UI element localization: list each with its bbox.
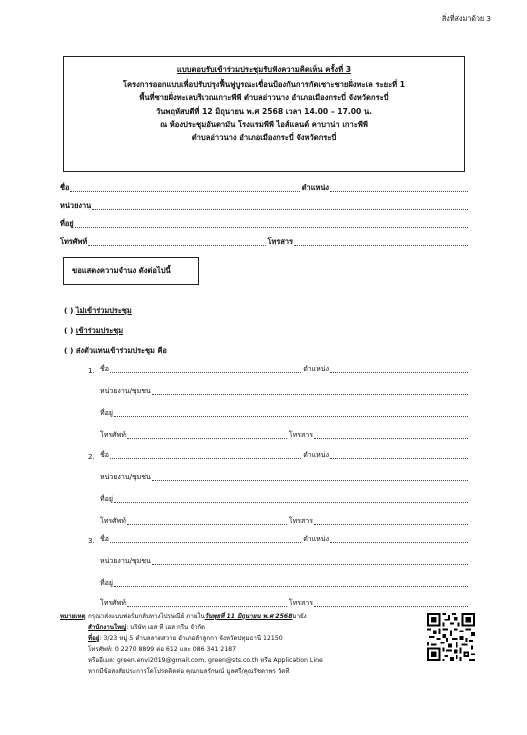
rep-fax-label: โทรสาร (288, 517, 313, 525)
address-field[interactable] (75, 220, 468, 228)
note-deadline: วันพุธที่ 11 มิถุนายน พ.ศ 2568 (204, 613, 293, 620)
option-send-rep-label: ส่งตัวแทนเข้าร่วมประชุม คือ (75, 346, 167, 355)
rep-fax-field[interactable] (314, 599, 468, 607)
rep-position-label: ตำแหน่ง (303, 535, 329, 543)
option-attend[interactable] (64, 325, 123, 337)
checkbox-bracket[interactable]: ( ) (64, 326, 74, 335)
rep-2-name-row (88, 450, 470, 461)
venue-line-1: ณ ห้องประชุมอันดามัน โรงแรมพีพี ไอส์แลนด์ คาบาน่า เกาะพีพี (160, 119, 368, 129)
rep-2-address-row (88, 494, 470, 505)
rep-phone-label: โทรศัพท์ (100, 431, 126, 439)
office-label: สำนักงานใหญ่ (88, 624, 127, 632)
name-position-row (60, 183, 470, 194)
qr-code-icon (427, 613, 475, 661)
rep-fax-field[interactable] (314, 431, 468, 439)
rep-3-address-row (88, 578, 470, 589)
phone-fax-row (60, 237, 470, 248)
rep-phone-label: โทรศัพท์ (100, 517, 126, 525)
rep-fax-field[interactable] (314, 517, 468, 525)
rep-name-label: ชื่อ (100, 535, 109, 543)
email-line: หรืออีเมล: green.envi2019@gmail.com, green@sts.co.th หรือ Application Line (88, 657, 323, 665)
rep-agency-label: หน่วยงาน/ชุมชน (100, 473, 151, 481)
rep-name-field[interactable] (110, 535, 301, 543)
option-not-attend-label: ไม่เข้าร่วมประชุม (75, 306, 132, 315)
rep-2-phone-row (88, 516, 470, 527)
rep-position-label: ตำแหน่ง (303, 451, 329, 459)
fax-field[interactable] (294, 238, 468, 246)
rep-agency-label: หน่วยงาน/ชุมชน (100, 557, 151, 565)
rep-position-field[interactable] (330, 365, 468, 373)
rep-3-name-row (88, 534, 470, 545)
position-label: ตำแหน่ง (301, 183, 329, 192)
position-field[interactable] (330, 184, 468, 192)
consent-title: ขอแสดงความจำนง ดังต่อไปนี้ (72, 266, 171, 275)
rep-agency-field[interactable] (152, 557, 468, 565)
rep-address-label: ที่อยู่ (100, 409, 113, 417)
agency-label: หน่วยงาน (60, 201, 92, 210)
rep-address-field[interactable] (114, 495, 468, 503)
note-label: หมายเหตุ (60, 613, 86, 620)
rep-fax-label: โทรสาร (288, 431, 313, 439)
rep-agency-field[interactable] (152, 387, 468, 395)
note-section (60, 611, 323, 678)
phone-field[interactable] (88, 238, 265, 246)
rep-3-phone-row (88, 598, 470, 609)
address-row (60, 219, 470, 230)
rep-address-field[interactable] (114, 409, 468, 417)
rep-3-agency-row (88, 556, 470, 567)
project-line-1: โครงการออกแบบเพื่อปรับปรุงฟื้นฟูบูรณะเขื่อนป้องกันการกัดเซาะชายฝั่งทะเล ระยะที่ 1 (122, 80, 406, 90)
rep-phone-label: โทรศัพท์ (100, 599, 126, 607)
rep-address-label: ที่อยู่ (100, 495, 113, 503)
checkbox-bracket[interactable]: ( ) (64, 306, 74, 315)
note-line1-pre: กรุณาส่งแบบฟอร์มกลับทางไปรษณีย์ ภายใน (88, 613, 205, 620)
form-header (63, 56, 465, 172)
office-value: : บริษัท เอส ที เอส กรีน จำกัด (126, 624, 206, 632)
rep-address-label: ที่อยู่ (100, 579, 113, 587)
rep-name-label: ชื่อ (100, 451, 109, 459)
name-label: ชื่อ (60, 183, 70, 192)
address-label: ที่อยู่ (60, 219, 74, 228)
venue-line-2: ตำบลอ่าวนาง อำเภอเมืองกระบี่ จังหวัดกระบี่ (191, 133, 337, 143)
address-label: ที่อยู่ (88, 635, 100, 643)
rep-1-phone-row (88, 430, 470, 441)
agency-field[interactable] (92, 202, 468, 210)
rep-phone-field[interactable] (127, 517, 287, 525)
address-value: : 3/23 หมู่ 5 ตำบลลาดสวาย อำเภอลำลูกกา จังหวัดปทุมธานี 12150 (99, 635, 283, 643)
phone-label: โทรศัพท์ (60, 237, 88, 246)
rep-phone-field[interactable] (127, 599, 287, 607)
fax-label: โทรสาร (267, 237, 293, 246)
contact-line: หากมีข้อสงสัยประการใดโปรดติดต่อ คุณกมลรักษณ์ มูลศรี/คุณรัชดาพร วัดที (88, 668, 290, 676)
option-not-attend[interactable] (64, 305, 132, 317)
agency-row (60, 201, 470, 212)
rep-1-name-row (88, 364, 470, 375)
consent-title-box (63, 257, 199, 285)
rep-number: 2. (88, 453, 95, 461)
rep-agency-field[interactable] (152, 473, 468, 481)
note-line1-post: มายัง (292, 613, 307, 620)
rep-2-agency-row (88, 472, 470, 483)
rep-number: 1. (88, 367, 95, 375)
project-line-2: พื้นที่ชายฝั่งทะเลบริเวณเกาะพีพี ตำบลอ่าวนาง อำเภอเมืองกระบี่ จังหวัดกระบี่ (139, 93, 389, 103)
phone-line: โทรศัพท์: 0 2270 8899 ต่อ 612 และ 086 341 2187 (88, 646, 237, 654)
name-field[interactable] (70, 184, 299, 192)
rep-address-field[interactable] (114, 579, 468, 587)
rep-name-field[interactable] (110, 365, 301, 373)
meeting-date: วันพฤหัสบดีที่ 12 มิถุนายน พ.ศ 2568 เวลา 14.00 – 17.00 น. (155, 106, 373, 116)
rep-agency-label: หน่วยงาน/ชุมชน (100, 387, 151, 395)
rep-fax-label: โทรสาร (288, 599, 313, 607)
checkbox-bracket[interactable]: ( ) (64, 346, 74, 355)
form-title: แบบตอบรับเข้าร่วมประชุมรับฟังความคิดเห็น ครั้งที่ 3 (176, 65, 352, 74)
rep-position-field[interactable] (330, 535, 468, 543)
rep-1-address-row (88, 408, 470, 419)
rep-number: 3. (88, 537, 95, 545)
attachment-label: สิ่งที่ส่งมาด้วย 3 (441, 14, 491, 23)
rep-name-label: ชื่อ (100, 365, 109, 373)
rep-name-field[interactable] (110, 451, 301, 459)
option-send-rep[interactable] (64, 345, 167, 357)
rep-position-field[interactable] (330, 451, 468, 459)
option-attend-label: เข้าร่วมประชุม (75, 326, 124, 335)
rep-position-label: ตำแหน่ง (303, 365, 329, 373)
rep-phone-field[interactable] (127, 431, 287, 439)
rep-1-agency-row (88, 386, 470, 397)
